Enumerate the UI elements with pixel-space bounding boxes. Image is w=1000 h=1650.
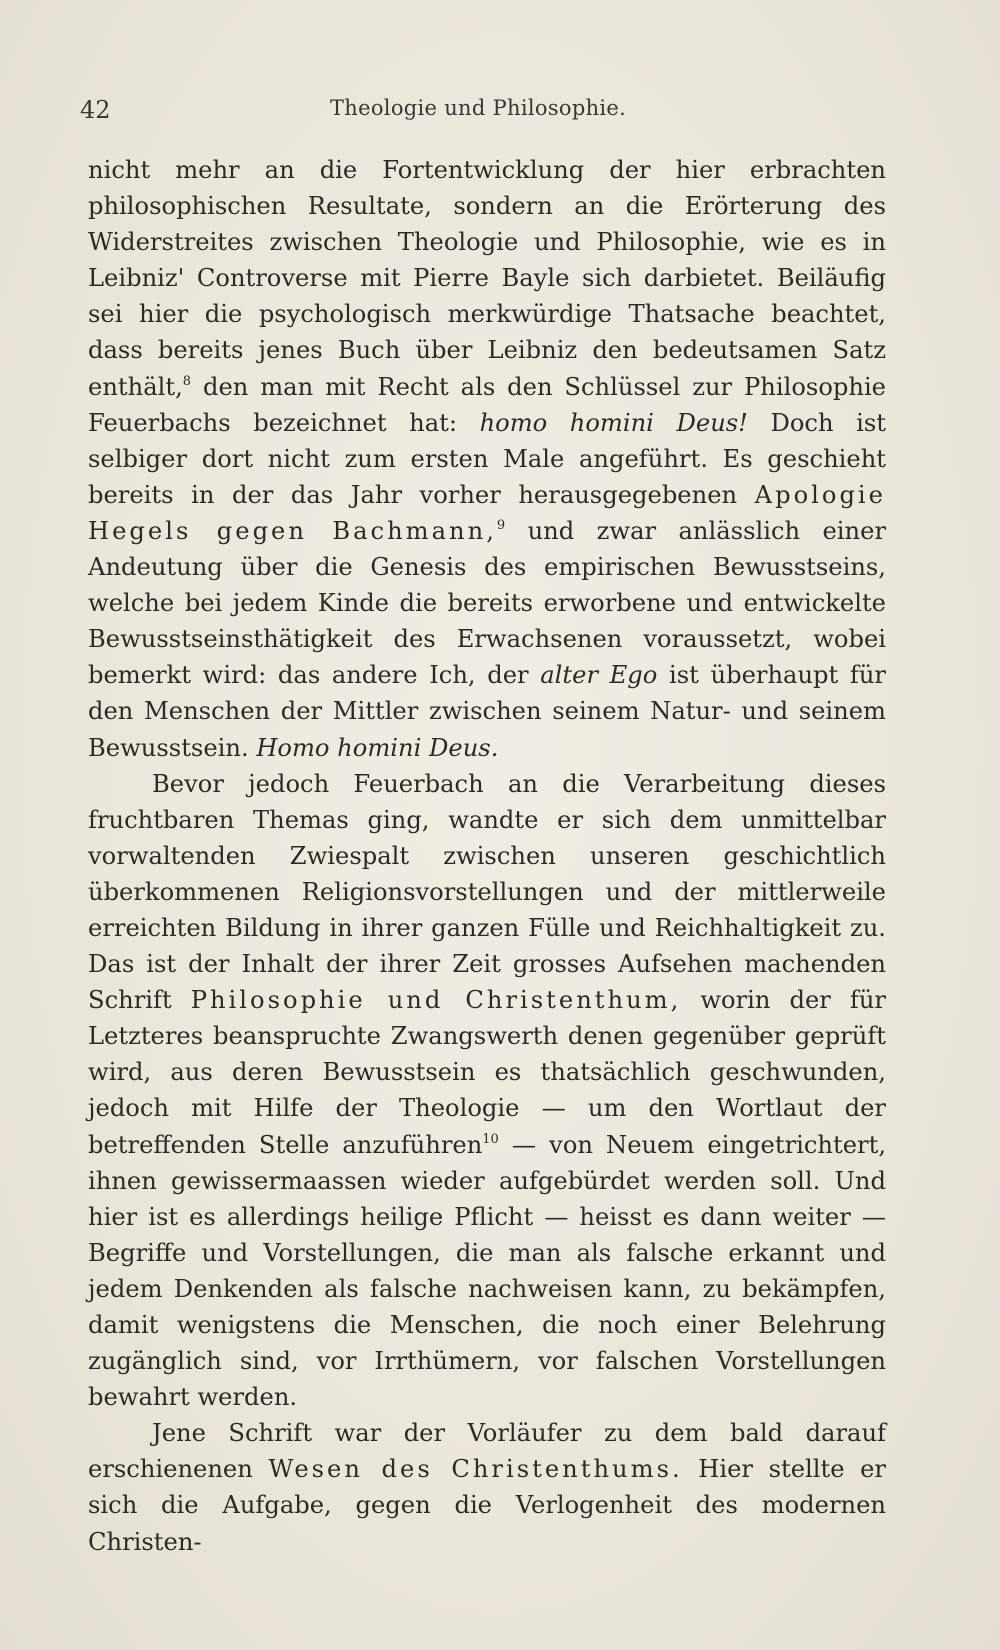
text-span: nicht mehr an die Fortentwicklung der hier erbrachten philosophischen Resultate, sondern an die Erörterung des Widerstreites zwischen Theologie und Philosophie, wie es in Leibniz' Controverse mit Pierre Bayle sich darbietet. Beiläufig sei hier die psychologisch merkwürdige Thatsache beachtet, dass bereits jenes Buch über Leibniz den bedeutsamen Satz enthält, [88, 156, 886, 401]
paragraph-3 [88, 1415, 886, 1559]
running-title: Theologie und Philosophie. [330, 96, 627, 120]
text-span: Bevor jedoch Feuerbach an die Verarbeitung dieses fruchtbaren Themas ging, wandte er sich dem unmittelbar vorwaltenden Zwiespalt zwischen unseren geschichtlich überkommenen Religionsvorstellungen und der mittlerweile erreichten Bildung in ihrer ganzen Fülle und Reichhaltigkeit zu. Das ist der Inhalt der ihrer Zeit grosses Aufsehen machenden Schrift [88, 769, 886, 1015]
body-text [88, 152, 886, 1560]
text-span: — von Neuem eingetrichtert, ihnen gewissermaassen wieder aufgebürdet werden soll. Und hier ist es allerdings heilige Pflicht — heisst es dann weiter — Begriffe und Vorstellungen, die man als falsche erkannt und jedem Denkenden als falsche nachweisen kann, zu bekämpfen, damit wenigstens die Menschen, die noch einer Belehrung zugänglich sind, vor Irrthümern, vor falschen Vorstellungen bewahrt werden. [88, 1130, 887, 1412]
spaced-title: Philosophie und Christenthum, [190, 986, 682, 1015]
spaced-title: Wesen des Christenthums. [268, 1455, 683, 1484]
paragraph-1 [88, 152, 886, 766]
text-span: den man mit Recht als den Schlüssel zur Philosophie Feuerbachs bezeichnet hat: [88, 372, 886, 437]
text-span: worin der für Letzteres beanspruchte Zwangswerth denen gegenüber geprüft wird, aus deren Bewusstsein es thatsächlich geschwunden, jedoch mit Hilfe der Theologie — um den Wortlaut der betreffenden Stelle anzuführen [88, 986, 886, 1159]
text-span: Hier stellte er sich die Aufgabe, gegen die Verlogenheit des modernen Christen- [88, 1455, 886, 1556]
text-span: ist überhaupt für den Menschen der Mittler zwischen seinem Natur- und seinem Bewusstsein. [88, 661, 886, 762]
spaced-title: Apologie Hegels gegen Bachmann, [88, 480, 886, 545]
paragraph-2 [88, 766, 886, 1416]
footnote-ref-9: 9 [496, 517, 506, 533]
text-span: und zwar anlässlich einer Andeutung über die Genesis des empirischen Bewusstseins, welche bei jedem Kinde die bereits erworbene und entwickelte Bewusstseinsthätigkeit des Erwachsenen voraussetzt, wobei bemerkt wird: das andere Ich, der [88, 516, 887, 690]
italic-quote: homo homini Deus! [479, 408, 748, 437]
footnote-ref-10: 10 [482, 1131, 499, 1147]
text-span: Jene Schrift war der Vorläufer zu dem bald darauf erschienenen [88, 1419, 886, 1484]
italic-phrase: alter Ego [540, 661, 658, 690]
page-header [80, 90, 880, 130]
footnote-ref-8: 8 [182, 373, 192, 389]
italic-quote: Homo homini Deus. [256, 733, 499, 762]
page-number: 42 [80, 96, 111, 124]
text-span: Doch ist selbiger dort nicht zum ersten Male angeführt. Es geschieht bereits in der das Jahr vorher herausgegebenen [88, 408, 886, 509]
